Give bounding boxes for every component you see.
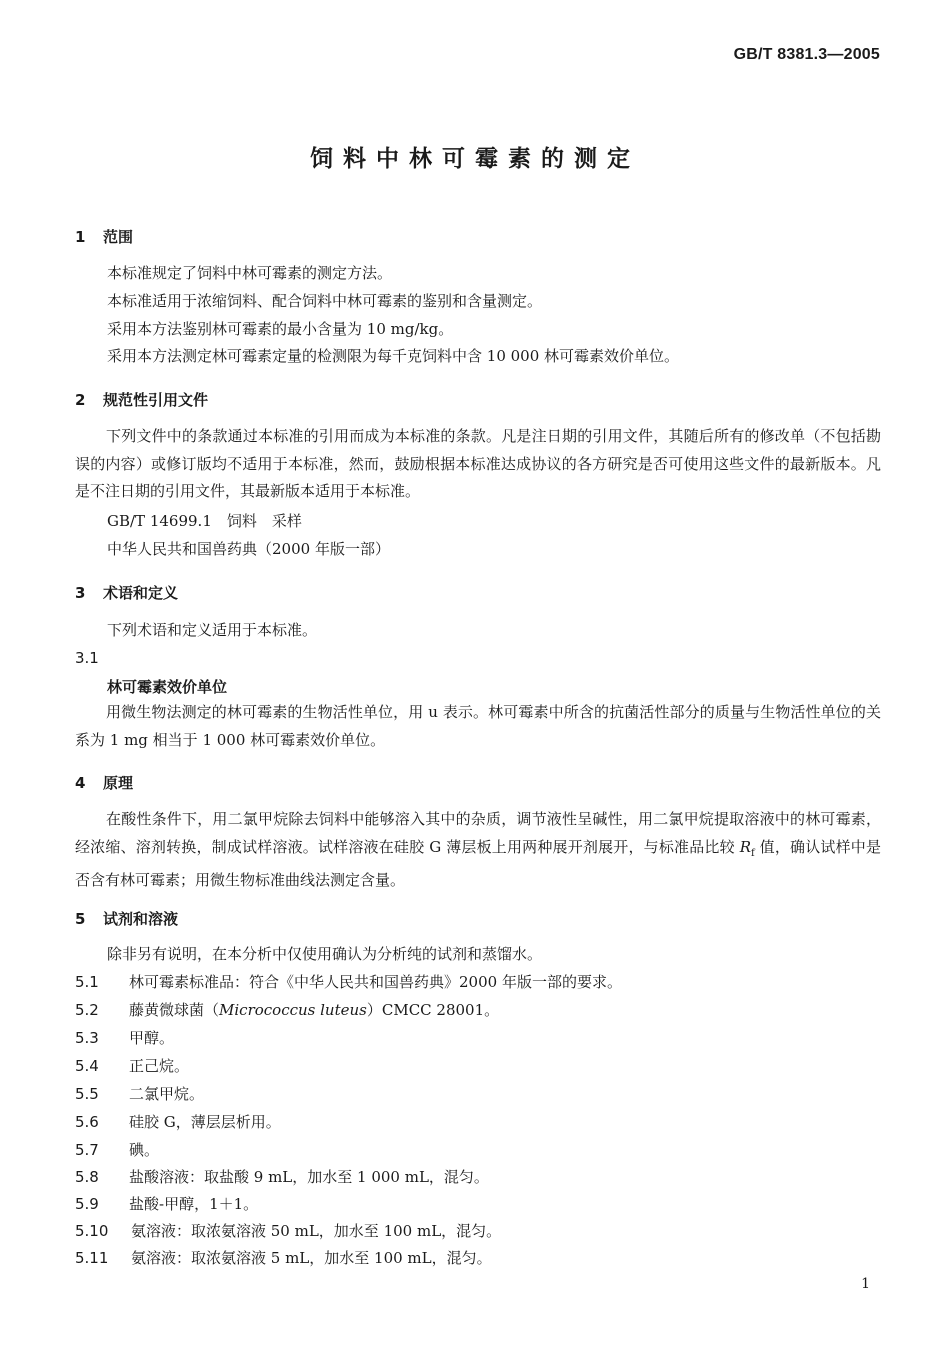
- section-title: 原理: [103, 774, 134, 792]
- reagent-item: [75, 1168, 489, 1186]
- reagent-item: [75, 973, 622, 991]
- reagent-item: [75, 1057, 189, 1075]
- item-text: 二氯甲烷。: [129, 1085, 205, 1103]
- reagent-item: [75, 1029, 174, 1047]
- reagent-item: [75, 1001, 499, 1019]
- section-title: 范围: [103, 228, 134, 246]
- item-text: 硅胶 G，薄层层析用。: [129, 1113, 281, 1131]
- reagent-item: [75, 1113, 281, 1131]
- rf-symbol: R: [739, 837, 752, 856]
- section-1-heading: [75, 226, 133, 247]
- item-text: 盐酸溶液：取盐酸 9 mL，加水至 1 000 mL，混匀。: [129, 1168, 489, 1186]
- rf-subscript: f: [751, 847, 755, 859]
- item-number: 5.6: [75, 1113, 99, 1131]
- item-number: 5.10: [75, 1222, 109, 1240]
- item-text: ）CMCC 28001。: [366, 1001, 500, 1019]
- reagent-item: [75, 1141, 159, 1159]
- term-name: 林可霉素效价单位: [107, 678, 228, 696]
- item-text: 碘。: [129, 1141, 160, 1159]
- reagent-item: [75, 1249, 492, 1267]
- principle-text-a: 在酸性条件下，用二氯甲烷除去饲料中能够溶入其中的杂质，调节液性呈碱性，用二氯甲烷提取溶液中的林可霉素，经浓缩、溶剂转换，制成试样溶液。试样溶液在硅胶 G 薄层板上用两种展开剂展开，与标准品比较: [75, 810, 881, 856]
- item-number: 5.11: [75, 1249, 109, 1267]
- scope-line-1: 本标准规定了饲料中林可霉素的测定方法。: [107, 264, 393, 282]
- reagents-intro: 除非另有说明，在本分析中仅使用确认为分析纯的试剂和蒸馏水。: [107, 945, 543, 963]
- term-definition: 用微生物法测定的林可霉素的生物活性单位，用 u 表示。林可霉素中所含的抗菌活性部分的质量与生物活性单位的关系为 1 mg 相当于 1 000 林可霉素效价单位。: [75, 703, 881, 749]
- section-5-heading: [75, 908, 178, 929]
- item-text: 藤黄微球菌（: [129, 1001, 220, 1019]
- section-4-heading: [75, 772, 133, 793]
- section-number: 2: [75, 391, 86, 409]
- item-number: 5.4: [75, 1057, 99, 1075]
- reagent-item: [75, 1195, 258, 1213]
- section-number: 5: [75, 910, 86, 928]
- item-text: 氨溶液：取浓氨溶液 5 mL，加水至 100 mL，混匀。: [131, 1249, 492, 1267]
- section-2-heading: [75, 389, 208, 410]
- standard-code: GB/T 8381.3—2005: [733, 46, 880, 63]
- subclause-number: 3.1: [75, 649, 99, 667]
- principle-paragraph: [75, 806, 881, 895]
- item-text: 氨溶液：取浓氨溶液 50 mL，加水至 100 mL，混匀。: [131, 1222, 502, 1240]
- item-number: 5.1: [75, 973, 99, 991]
- item-text: 盐酸-甲醇，1＋1。: [129, 1195, 259, 1213]
- section-number: 3: [75, 584, 86, 602]
- item-number: 5.2: [75, 1001, 99, 1019]
- item-number: 5.7: [75, 1141, 99, 1159]
- reference-item: GB/T 14699.1 饲料 采样: [107, 512, 302, 530]
- section-title: 试剂和溶液: [103, 910, 179, 928]
- section-number: 1: [75, 228, 86, 246]
- reagent-item: [75, 1222, 501, 1240]
- item-number: 5.5: [75, 1085, 99, 1103]
- terms-intro: 下列术语和定义适用于本标准。: [107, 621, 318, 639]
- latin-name: Micrococcus luteus: [219, 1001, 367, 1019]
- section-number: 4: [75, 774, 86, 792]
- principle-text-b: 值，确认试样中是否含有林可霉素；用微生物标准曲线法测定含量。: [75, 837, 881, 889]
- normative-references-paragraph: 下列文件中的条款通过本标准的引用而成为本标准的条款。凡是注日期的引用文件，其随后所有的修改单（不包括勘误的内容）或修订版均不适用于本标准，然而，鼓励根据本标准达成协议的各方研究是否可使用这些文件的最新版本。凡是不注日期的引用文件，其最新版本适用于本标准。: [75, 427, 881, 500]
- section-3-heading: [75, 582, 178, 603]
- item-number: 5.9: [75, 1195, 99, 1213]
- item-text: 林可霉素标准品：符合《中华人民共和国兽药典》2000 年版一部的要求。: [129, 973, 622, 991]
- item-text: 正己烷。: [129, 1057, 190, 1075]
- page-number: 1: [861, 1276, 870, 1292]
- scope-line-2: 本标准适用于浓缩饲料、配合饲料中林可霉素的鉴别和含量测定。: [107, 292, 543, 310]
- reference-item: 中华人民共和国兽药典（2000 年版一部）: [107, 540, 390, 558]
- item-number: 5.8: [75, 1168, 99, 1186]
- reagent-item: [75, 1085, 204, 1103]
- scope-line-3: 采用本方法鉴别林可霉素的最小含量为 10 mg/kg。: [107, 320, 454, 338]
- item-text: 甲醇。: [129, 1029, 175, 1047]
- section-title: 术语和定义: [103, 584, 179, 602]
- document-title: 饲料中林可霉素的测定: [310, 146, 640, 172]
- scope-line-4: 采用本方法测定林可霉素定量的检测限为每千克饲料中含 10 000 林可霉素效价单位。: [107, 347, 680, 365]
- item-number: 5.3: [75, 1029, 99, 1047]
- section-title: 规范性引用文件: [103, 391, 209, 409]
